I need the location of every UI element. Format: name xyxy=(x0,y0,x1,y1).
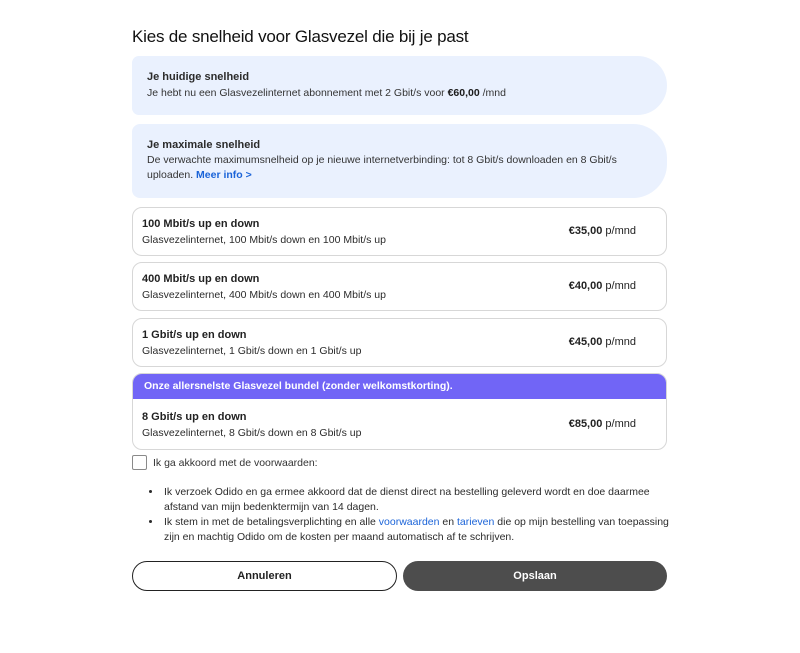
terms-rates-link[interactable]: tarieven xyxy=(457,516,495,528)
terms-item-waive-cooling-off: • Ik verzoek Odido en ga ermee akkoord dat de dienst direct na bestelling geleverd wordt en doe daarmee afstand van mijn bedenktermijn van 14 dagen. xyxy=(162,485,672,515)
plan-description: Glasvezelinternet, 1 Gbit/s down en 1 Gbit/s up xyxy=(142,345,362,357)
current-speed-text-body: Je hebt nu een Glasvezelinternet abonnement met 2 Gbit/s voor xyxy=(147,87,448,99)
current-speed-text xyxy=(147,86,652,101)
plan-option-1gbit[interactable] xyxy=(132,318,667,367)
terms-item-payment-consent xyxy=(162,515,672,545)
agree-row[interactable] xyxy=(132,455,318,470)
max-speed-text-body: De verwachte maximumsnelheid op je nieuwe internetverbinding: tot 8 Gbit/s downloaden en 8 Gbit/s uploaden. xyxy=(147,154,617,181)
page-title: Kies de snelheid voor Glasvezel die bij je past xyxy=(132,27,469,46)
terms-list xyxy=(152,485,672,545)
current-speed-panel xyxy=(132,56,667,115)
plan-price-period: p/mnd xyxy=(602,225,636,237)
plan-price-period: p/mnd xyxy=(602,418,636,430)
agree-label: Ik ga akkoord met de voorwaarden: xyxy=(153,456,318,469)
plan-price-period: p/mnd xyxy=(602,336,636,348)
plan-price xyxy=(569,336,636,348)
more-info-link[interactable]: Meer info > xyxy=(196,169,252,181)
cancel-button[interactable]: Annuleren xyxy=(132,561,397,591)
featured-banner: Onze allersnelste Glasvezel bundel (zonder welkomstkorting). xyxy=(133,374,666,399)
max-speed-title: Je maximale snelheid xyxy=(147,139,261,151)
terms-text: en xyxy=(439,516,457,528)
max-speed-text xyxy=(147,153,652,183)
agree-checkbox[interactable] xyxy=(132,455,147,470)
plan-price-amount: €45,00 xyxy=(568,336,603,348)
save-button[interactable]: Opslaan xyxy=(403,561,667,591)
plan-price-period: p/mnd xyxy=(602,280,636,292)
plan-price xyxy=(569,225,636,237)
plan-name: 8 Gbit/s up en down xyxy=(142,411,247,423)
plan-option-100mbit[interactable] xyxy=(132,207,667,256)
current-speed-title: Je huidige snelheid xyxy=(147,71,250,83)
plan-name: 400 Mbit/s up en down xyxy=(142,273,260,285)
plan-description: Glasvezelinternet, 400 Mbit/s down en 400 Mbit/s up xyxy=(142,289,386,301)
terms-conditions-link[interactable]: voorwaarden xyxy=(378,516,440,528)
plan-name: 100 Mbit/s up en down xyxy=(142,218,260,230)
plan-name: 1 Gbit/s up en down xyxy=(142,329,247,341)
current-speed-price: €60,00 xyxy=(447,87,480,99)
plan-price xyxy=(569,418,636,430)
terms-text: die op mijn bestelling van toepassing zijn en machtig Odido om de kosten per maand automatisch af te schrijven. xyxy=(164,516,669,543)
plan-price-amount: €35,00 xyxy=(568,225,603,237)
plan-option-400mbit[interactable] xyxy=(132,262,667,311)
max-speed-panel xyxy=(132,124,667,198)
terms-text: Ik stem in met de betalingsverplichting en alle xyxy=(164,516,379,528)
plan-price-amount: €40,00 xyxy=(568,280,603,292)
plan-price-amount: €85,00 xyxy=(568,418,603,430)
plan-option-8gbit[interactable] xyxy=(132,373,667,450)
plan-description: Glasvezelinternet, 8 Gbit/s down en 8 Gbit/s up xyxy=(142,427,362,439)
plan-description: Glasvezelinternet, 100 Mbit/s down en 100 Mbit/s up xyxy=(142,234,386,246)
current-speed-suffix: /mnd xyxy=(479,87,506,99)
plan-price xyxy=(569,280,636,292)
